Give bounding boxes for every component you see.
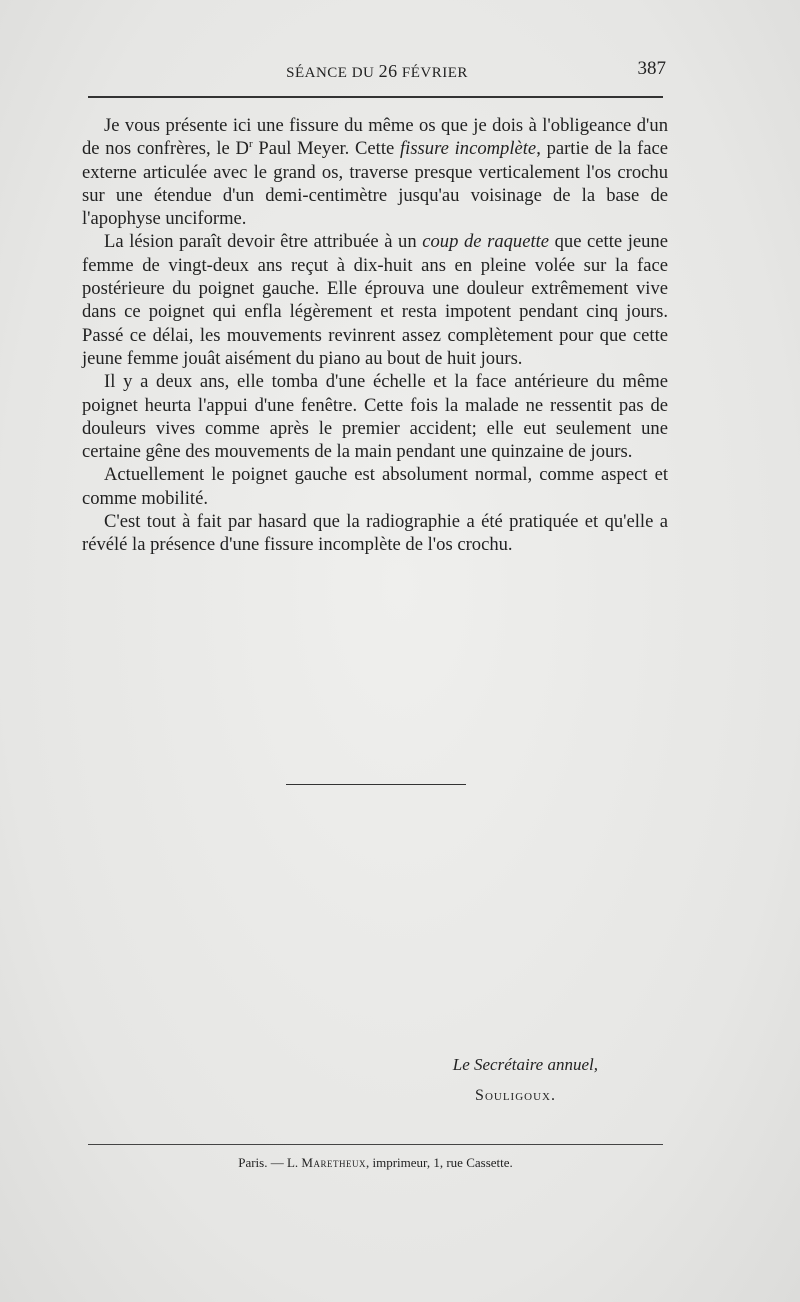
paragraph-2 (82, 230, 668, 370)
paragraph-4: Actuellement le poignet gauche est absolument normal, comme aspect et comme mobilité. (82, 464, 668, 509)
paragraph-text: Paul Meyer. Cette (252, 138, 400, 160)
paragraph-text: que cette jeune femme de vingt-deux ans reçut à dix-huit ans en pleine volée sur la face postérieure du poignet gauche. Elle éprouva une douleur extrêmement vive dans ce poignet qui enfla légèrement et resta impotent pendant cinq jours. Passé ce délai, les mouvements revinrent assez complètement pour que cette jeune femme jouât aisément du piano au bout de huit jours. (82, 231, 668, 369)
page-number: 387 (637, 58, 666, 79)
emphasis: coup de raquette (422, 231, 550, 253)
section-end-rule (286, 784, 466, 785)
paragraph-3: Il y a deux ans, elle tomba d'une échelle et la face antérieure du même poignet heurta l'appui d'une fenêtre. Cette fois la malade ne ressentit pas de douleurs vives comme après le premier accident; elle eut seulement une certaine gêne des mouvements de la main pendant une quinzaine de jours. (82, 371, 668, 463)
paragraph-1 (82, 114, 668, 230)
paragraph-text: Je vous présente ici une fissure du même os que je dois à l'obligeance d'un de nos confrères, le D (82, 115, 668, 160)
footer-rule (88, 1144, 663, 1145)
body-text (82, 114, 668, 557)
printer-name: Maretheux (301, 1155, 366, 1170)
running-title-day: 26 (378, 61, 398, 81)
header-rule (88, 96, 663, 98)
running-head (88, 58, 666, 84)
paragraph-text: La lésion paraît devoir être attribuée à un (104, 231, 423, 253)
emphasis: fissure incomplète (399, 138, 537, 160)
imprint-text: , imprimeur, 1, rue Cassette. (365, 1155, 513, 1170)
signature-role: Le Secrétaire annuel, (452, 1055, 598, 1074)
paragraph-text: , partie de la face externe articulée avec le grand os, traverse presque verticalement l'os crochu sur une étendue d'un demi-centimètre jusqu'au voisinage de la base de l'apophyse unciforme. (82, 138, 668, 230)
running-title-month: FÉVRIER (397, 65, 468, 81)
signature-name: Souligoux. (475, 1087, 556, 1104)
paragraph-5: C'est tout à fait par hasard que la radiographie a été pratiquée et qu'elle a révélé la présence d'une fissure incomplète de l'os crochu. (82, 511, 668, 556)
running-title-part: SÉANCE DU (286, 65, 379, 81)
superscript: r (248, 138, 253, 151)
running-title (88, 61, 666, 82)
imprint-text: Paris. — L. (238, 1155, 302, 1170)
printer-imprint (88, 1155, 663, 1171)
